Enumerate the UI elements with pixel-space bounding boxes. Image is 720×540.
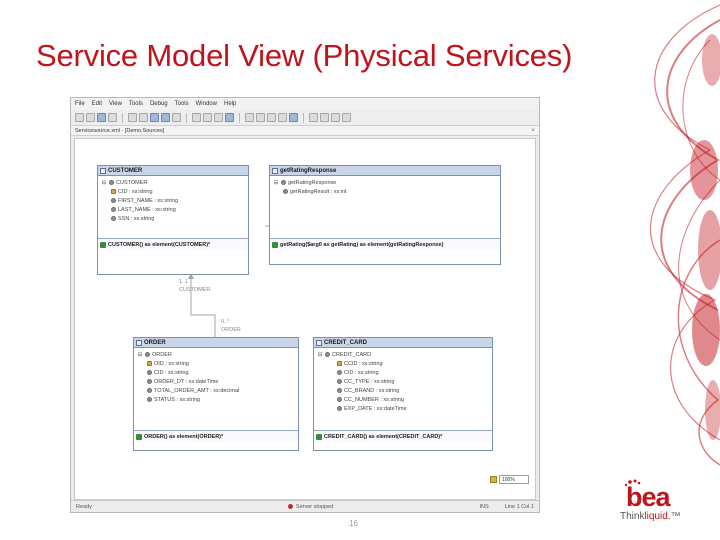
forward-arrow-icon[interactable]	[161, 113, 170, 122]
red-swirl-decoration	[600, 0, 720, 470]
tree-field[interactable]	[317, 377, 492, 386]
attribute-icon	[147, 388, 152, 393]
entity-tree	[98, 176, 248, 223]
tree-field[interactable]	[137, 359, 298, 368]
cursor-position: Line 1 Col 1	[504, 503, 534, 510]
attribute-icon	[337, 379, 342, 384]
order-entity-box[interactable]	[133, 337, 299, 451]
menu-view[interactable]: View	[109, 101, 122, 107]
field-label: TOTAL_ORDER_AMT : xs:decimal	[154, 387, 240, 394]
function-signature: CUSTOMER() as element(CUSTOMER)*	[108, 241, 211, 248]
tree-field[interactable]	[317, 368, 492, 377]
slide-title: Service Model View (Physical Services)	[36, 38, 573, 73]
stop-icon[interactable]	[267, 113, 276, 122]
function-icon	[272, 242, 278, 248]
tree-root[interactable]	[137, 350, 298, 359]
field-label: CC_BRAND : xs:string	[344, 387, 400, 394]
search-icon[interactable]	[331, 113, 340, 122]
collapse-toggle-icon[interactable]: ⊟	[317, 351, 323, 358]
entity-header[interactable]	[314, 338, 492, 348]
document-tab[interactable]	[71, 126, 539, 136]
attribute-icon	[111, 207, 116, 212]
collapse-toggle-icon[interactable]: ⊟	[137, 351, 143, 358]
tree-field[interactable]	[101, 196, 248, 205]
field-label: EXP_DATE : xs:dateTime	[344, 405, 407, 412]
toolbar-separator	[186, 113, 187, 123]
field-label: CID : xs:string	[118, 188, 153, 195]
zoom-in-icon[interactable]	[309, 113, 318, 122]
tree-field[interactable]	[101, 214, 248, 223]
toolbar-separator	[122, 113, 123, 123]
collapse-toggle-icon[interactable]: ⊟	[273, 179, 279, 186]
tagline-liquid: liquid.	[644, 511, 671, 522]
tagline-think: Think	[620, 511, 645, 522]
function-signature: ORDER() as element(ORDER)*	[144, 433, 224, 440]
entity-title: getRatingResponse	[280, 167, 337, 174]
menu-help[interactable]: Help	[223, 101, 237, 107]
entity-header[interactable]	[134, 338, 298, 348]
tree-root[interactable]	[101, 178, 248, 187]
function-icon	[136, 434, 142, 440]
field-label: STATUS : xs:string	[154, 396, 200, 403]
breakpoint-icon[interactable]	[278, 113, 287, 122]
entity-tree	[134, 348, 298, 404]
insert-mode: INS	[479, 503, 489, 510]
service-model-canvas[interactable]	[74, 138, 536, 500]
field-label: CID : xs:string	[154, 369, 189, 376]
attribute-icon	[111, 198, 116, 203]
credit-card-entity-box[interactable]	[313, 337, 493, 451]
settings-icon[interactable]	[342, 113, 351, 122]
tree-field[interactable]	[317, 404, 492, 413]
table-icon	[272, 168, 278, 174]
connector-role: CUSTOMER	[179, 287, 211, 293]
field-label: getRatingResult : xs:int	[290, 188, 347, 195]
function-icon	[316, 434, 322, 440]
table-icon	[316, 340, 322, 346]
entity-title: CUSTOMER	[108, 167, 143, 174]
connector-cardinality: 1..1	[179, 279, 189, 285]
customer-entity-box[interactable]	[97, 165, 249, 275]
field-label: OID : xs:string	[154, 360, 189, 367]
attribute-icon	[337, 397, 342, 402]
new-file-icon[interactable]	[75, 113, 84, 122]
status-ready: Ready	[76, 503, 92, 510]
field-label: FIRST_NAME : xs:string	[118, 197, 178, 204]
table-icon	[136, 340, 142, 346]
menu-tools-2[interactable]: Tools	[174, 101, 189, 107]
key-icon	[147, 361, 152, 366]
status-bar	[71, 500, 539, 512]
tree-field[interactable]	[101, 187, 248, 196]
tree-field[interactable]	[317, 386, 492, 395]
entity-function[interactable]	[270, 238, 500, 250]
entity-header[interactable]	[98, 166, 248, 176]
entity-title: ORDER	[144, 339, 166, 346]
rating-entity-box[interactable]	[269, 165, 501, 265]
tree-label: ORDER	[152, 351, 172, 358]
attribute-icon	[337, 370, 342, 375]
zoom-control	[490, 475, 529, 484]
function-signature: getRating($arg0 as getRating) as element(getRatingResponse)	[280, 241, 444, 248]
logo-wordmark: bea	[626, 482, 670, 512]
refresh-icon[interactable]	[289, 113, 298, 122]
open-folder-icon[interactable]	[86, 113, 95, 122]
tree-field[interactable]	[137, 386, 298, 395]
attribute-icon	[283, 189, 288, 194]
workshop-window	[70, 97, 540, 513]
entity-title: CREDIT_CARD	[324, 339, 368, 346]
attribute-icon	[147, 397, 152, 402]
menu-debug[interactable]: Debug	[149, 101, 168, 107]
function-signature: CREDIT_CARD() as element(CREDIT_CARD)*	[324, 433, 443, 440]
logo-tagline	[620, 511, 681, 522]
field-label: CC_NUMBER : xs:string	[344, 396, 404, 403]
key-icon	[337, 361, 342, 366]
menu-window[interactable]: Window	[195, 101, 217, 107]
server-status-icon	[288, 504, 293, 509]
field-label: LAST_NAME : xs:string	[118, 206, 176, 213]
step-icon[interactable]	[256, 113, 265, 122]
element-icon	[325, 352, 330, 357]
grid-icon[interactable]	[203, 113, 212, 122]
build-icon[interactable]	[172, 113, 181, 122]
element-icon	[145, 352, 150, 357]
menu-edit[interactable]: Edit	[91, 101, 103, 107]
save-all-icon[interactable]	[108, 113, 117, 122]
function-icon	[100, 242, 106, 248]
cut-icon[interactable]	[128, 113, 137, 122]
toolbar	[71, 110, 539, 126]
tree-root[interactable]	[317, 350, 492, 359]
attribute-icon	[147, 379, 152, 384]
debug-icon[interactable]	[245, 113, 254, 122]
element-icon	[109, 180, 114, 185]
tree-field[interactable]	[137, 377, 298, 386]
close-tab-icon[interactable]: ×	[531, 127, 535, 134]
align-icon[interactable]	[192, 113, 201, 122]
field-label: CC_TYPE : xs:string	[344, 378, 395, 385]
menu-file[interactable]: File	[75, 101, 85, 107]
tree-field[interactable]	[137, 395, 298, 404]
attribute-icon	[337, 388, 342, 393]
document-path: Servicesource.xml - [Demo.Sources]	[75, 127, 165, 134]
copy-icon[interactable]	[139, 113, 148, 122]
tree-field[interactable]	[101, 205, 248, 214]
connector-role: ORDER	[221, 327, 241, 333]
lock-icon[interactable]	[490, 476, 497, 483]
tree-field[interactable]	[317, 395, 492, 404]
back-arrow-icon[interactable]	[150, 113, 159, 122]
entity-function[interactable]	[134, 430, 298, 442]
entity-tree	[270, 176, 500, 196]
entity-function[interactable]	[314, 430, 492, 442]
tree-label: CREDIT_CARD	[332, 351, 372, 358]
entity-tree	[314, 348, 492, 413]
zoom-out-icon[interactable]	[320, 113, 329, 122]
tree-root[interactable]	[273, 178, 500, 187]
tree-field[interactable]	[137, 368, 298, 377]
menu-bar	[71, 98, 539, 110]
toolbar-separator	[303, 113, 304, 123]
entity-header[interactable]	[270, 166, 500, 176]
server-status[interactable]: Server stopped	[295, 503, 334, 510]
field-label: CCID : xs:string	[344, 360, 383, 367]
field-label: CID : xs:string	[344, 369, 379, 376]
collapse-toggle-icon[interactable]: ⊟	[101, 179, 107, 186]
field-label: SSN : xs:string	[118, 215, 155, 222]
element-icon	[281, 180, 286, 185]
tree-label: CUSTOMER	[116, 179, 148, 186]
layout-icon[interactable]	[214, 113, 223, 122]
key-icon	[111, 189, 116, 194]
bea-logo	[616, 478, 706, 524]
zoom-select[interactable]: 100%	[499, 475, 529, 484]
save-icon[interactable]	[97, 113, 106, 122]
field-label: ORDER_DT : xs:dateTime	[154, 378, 219, 385]
menu-tools[interactable]: Tools	[128, 101, 143, 107]
toolbar-separator	[239, 113, 240, 123]
page-number: 16	[349, 519, 358, 528]
attribute-icon	[337, 406, 342, 411]
tree-label: getRatingResponse	[288, 179, 337, 186]
status-right	[479, 504, 534, 510]
table-icon	[100, 168, 106, 174]
entity-function[interactable]	[98, 238, 248, 250]
attribute-icon	[111, 216, 116, 221]
tagline-tm: ™	[670, 511, 681, 522]
run-icon[interactable]	[225, 113, 234, 122]
attribute-icon	[147, 370, 152, 375]
tree-field[interactable]	[317, 359, 492, 368]
connector-cardinality: 0..*	[221, 319, 230, 325]
tree-field[interactable]	[273, 187, 500, 196]
